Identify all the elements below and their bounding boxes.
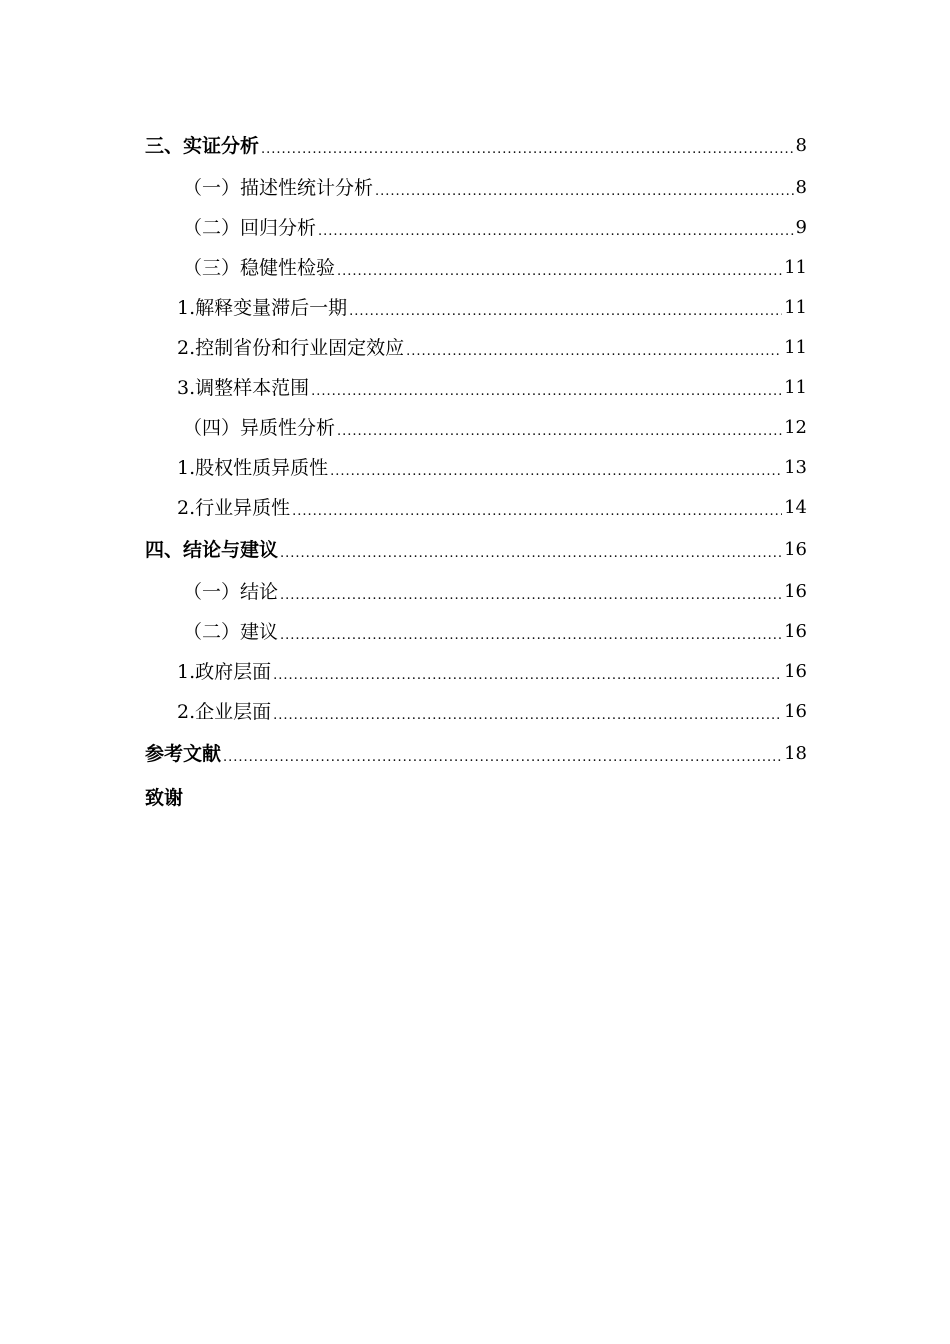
toc-entry-title: 四、结论与建议 [145,539,279,561]
toc-page-number: 11 [784,377,807,398]
toc-entry[interactable] [145,408,807,448]
toc-page-number: 16 [784,701,807,722]
toc-page-number: 12 [784,417,807,438]
dot-leader [280,612,782,652]
dot-leader [337,408,782,448]
toc-page-number: 14 [784,497,807,518]
dot-leader [292,488,782,528]
toc-page-number: 11 [784,297,807,318]
dot-leader [280,572,782,612]
toc-entry[interactable] [145,572,807,612]
toc-page-number: 13 [784,457,807,478]
toc-entry[interactable] [145,528,807,572]
toc-page-number: 8 [795,135,807,156]
toc-entry-title: 2.控制省份和行业固定效应 [177,337,405,359]
toc-entry[interactable] [145,488,807,528]
toc-entry[interactable] [145,288,807,328]
toc-entry[interactable] [145,776,807,820]
toc-entry-title: 致谢 [145,787,184,809]
toc-page-number: 18 [784,743,807,764]
toc-entry[interactable] [145,368,807,408]
dot-leader [311,368,782,408]
toc-entry-title: （三）稳健性检验 [183,257,336,279]
toc-entry-title: 1.解释变量滞后一期 [177,297,348,319]
toc-entry[interactable] [145,168,807,208]
toc-entry[interactable] [145,732,807,776]
toc-page-number: 8 [795,177,807,198]
toc-page-number: 16 [784,661,807,682]
toc-entry[interactable] [145,652,807,692]
toc-entry-title: （四）异质性分析 [183,417,336,439]
toc-entry[interactable] [145,612,807,652]
table-of-contents [145,124,807,820]
toc-entry-title: 2.行业异质性 [177,497,291,519]
toc-entry-title: （一）结论 [183,581,279,603]
toc-page-number: 11 [784,337,807,358]
toc-page-number: 9 [795,217,807,238]
toc-entry[interactable] [145,248,807,288]
dot-leader [223,732,782,776]
dot-leader [261,124,794,168]
toc-entry-title: 三、实证分析 [145,135,260,157]
dot-leader [375,168,794,208]
dot-leader [273,652,782,692]
dot-leader [318,208,794,248]
dot-leader [330,448,782,488]
toc-entry[interactable] [145,208,807,248]
toc-entry[interactable] [145,448,807,488]
toc-entry[interactable] [145,124,807,168]
toc-entry-title: 2.企业层面 [177,701,272,723]
toc-entry-title: （二）回归分析 [183,217,317,239]
toc-entry-title: 1.股权性质异质性 [177,457,329,479]
toc-entry-title: （一）描述性统计分析 [183,177,374,199]
dot-leader [273,692,782,732]
toc-entry-title: （二）建议 [183,621,279,643]
toc-entry[interactable] [145,692,807,732]
toc-entry-title: 3.调整样本范围 [177,377,310,399]
toc-page-number: 16 [784,539,807,560]
toc-page-number: 16 [784,621,807,642]
dot-leader [406,328,782,368]
dot-leader [349,288,782,328]
toc-entry-title: 参考文献 [145,743,222,765]
toc-entry-title: 1.政府层面 [177,661,272,683]
toc-page-number: 11 [784,257,807,278]
toc-entry[interactable] [145,328,807,368]
dot-leader [337,248,782,288]
toc-page-number: 16 [784,581,807,602]
dot-leader [280,528,782,572]
